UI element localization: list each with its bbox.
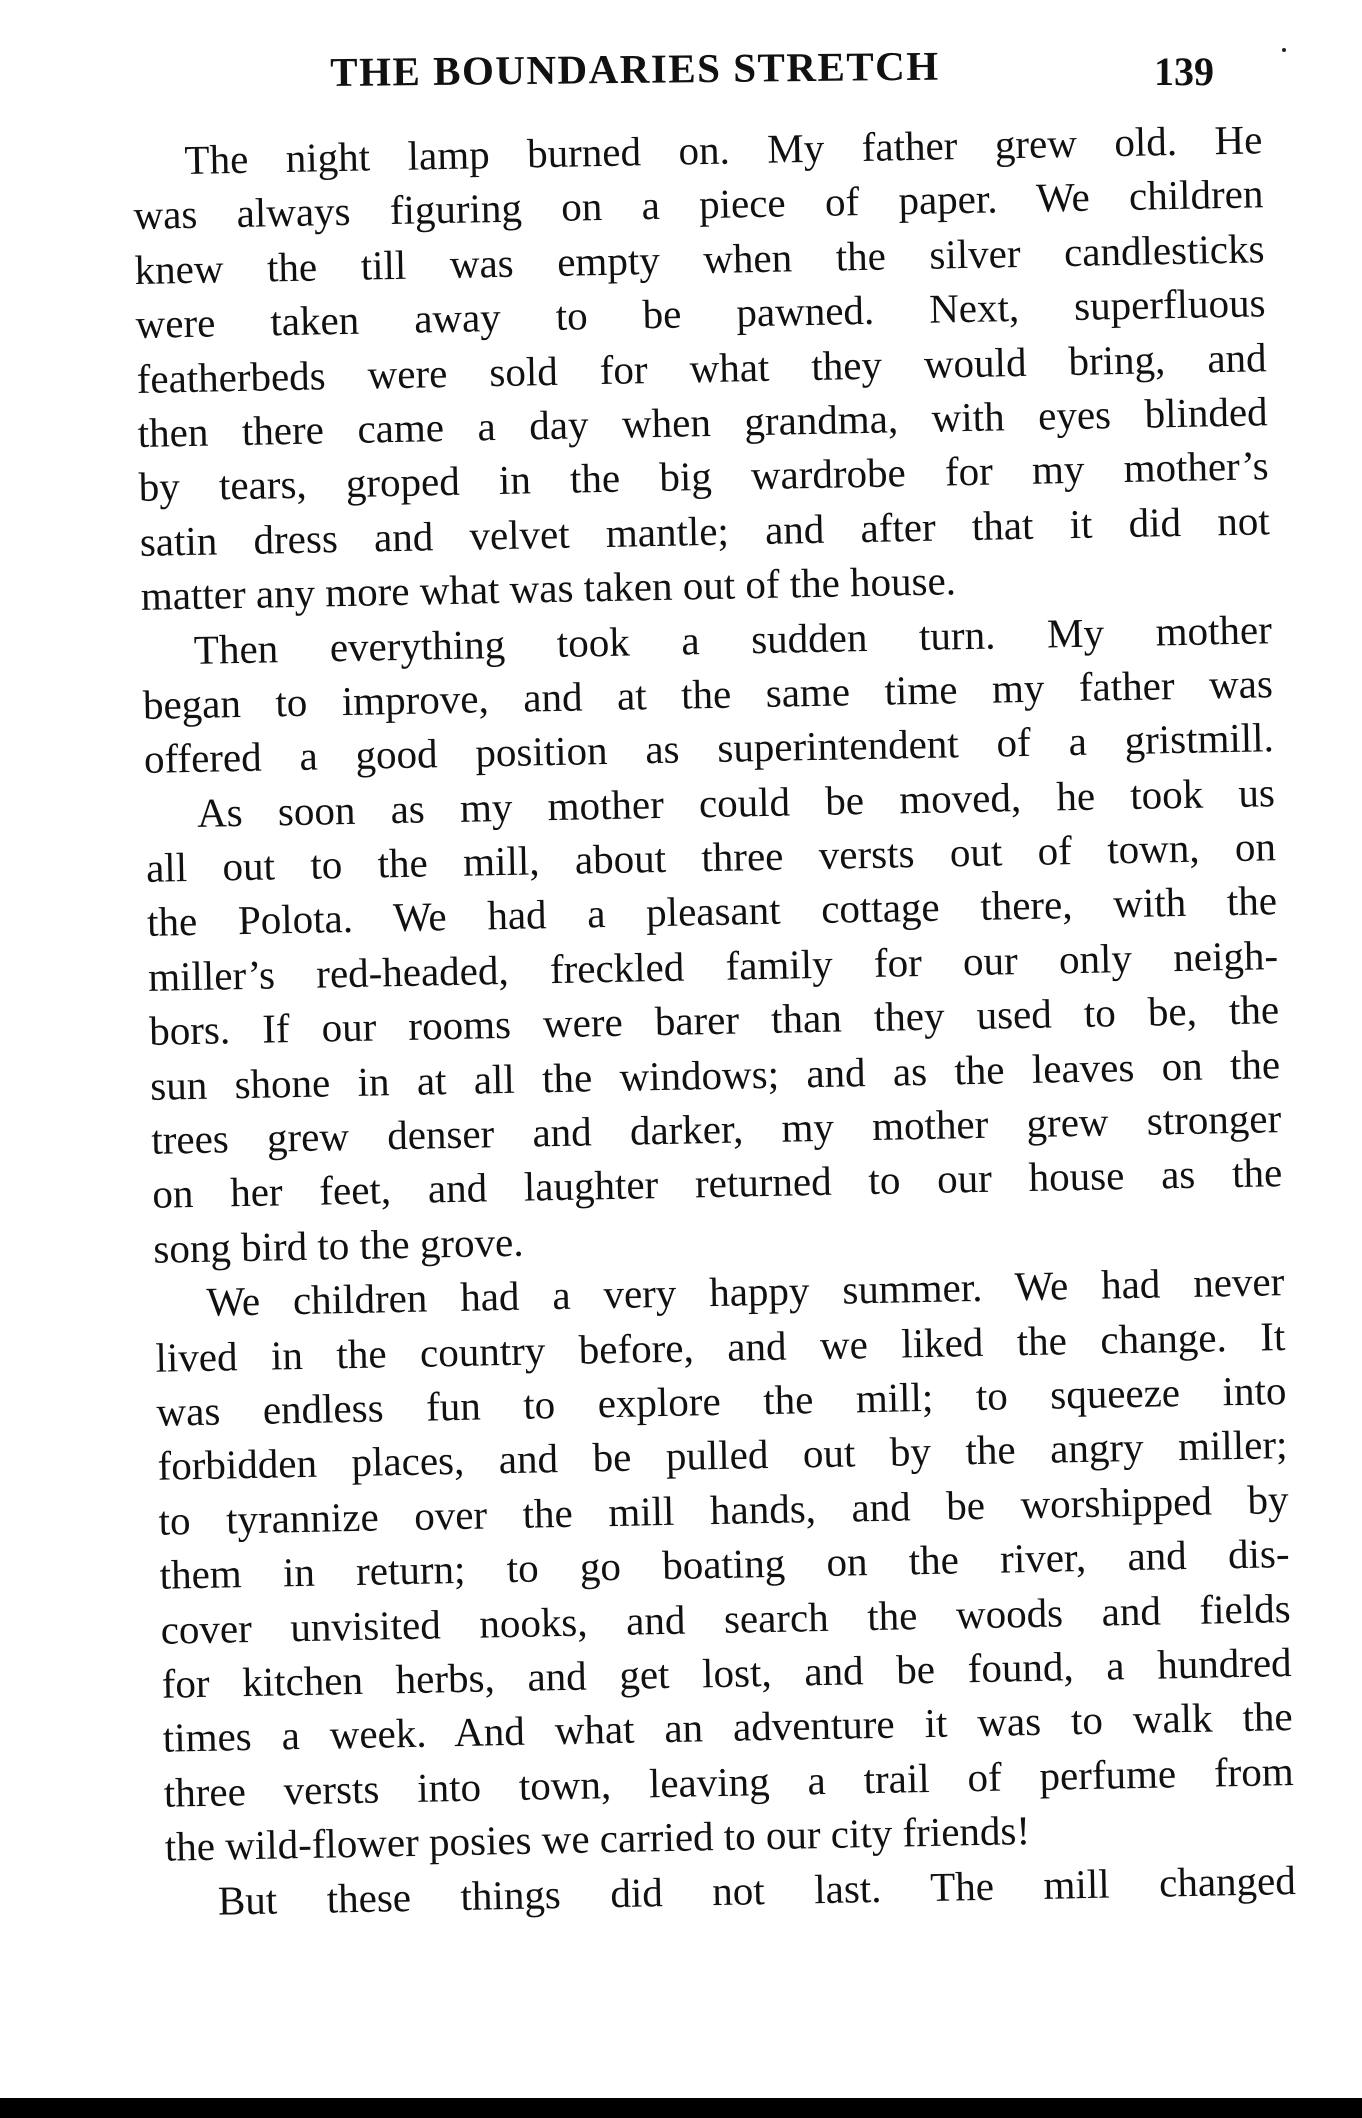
body-text [132,112,1296,1928]
print-speck [1282,48,1286,52]
text-line: But these things did not last. The mill changed [217,1856,1297,1924]
text-line: knew the till was empty when the silver candlesticks [134,225,1265,293]
text-line: matter any more what was taken out of the house. [140,557,957,620]
text-line: Then everything took a sudden turn. My mother [193,605,1273,673]
text-line: cover unvisited nooks, and search the woods and fields [160,1584,1291,1653]
text-line: all out to the mill, about three versts out of town, on [145,823,1277,891]
page-header [330,42,1230,108]
paragraph [154,1254,1295,1874]
text-line: them in return; to go boating on the river, and dis- [159,1530,1290,1598]
text-line: then there came a day when grandma, with eyes blinded [137,388,1268,456]
text-line: to tyrannize over the mill hands, and be worshipped by [158,1475,1289,1544]
text-line: by tears, groped in the big wardrobe for my mother’s [138,442,1270,511]
text-line: three versts into town, leaving a trail of perfume from [163,1747,1295,1816]
text-line: offered a good position as superintendent of a gristmill. [143,714,1275,783]
text-line: forbidden places, and be pulled out by the angry miller; [157,1421,1288,1490]
text-line: lived in the country before, and we liked the change. It [155,1312,1286,1381]
text-line: miller’s red-headed, freckled family for our only neigh- [147,932,1279,1000]
text-line: sun shone in at all the windows; and as the leaves on the [149,1040,1281,1109]
text-line: trees grew denser and darker, my mother grew stronger [150,1095,1282,1163]
paragraph [145,765,1284,1276]
page-number: 139 [1154,49,1214,94]
text-line: satin dress and velvet mantle; and after that it did not [139,496,1271,565]
text-line: the Polota. We had a pleasant cottage there, with the [146,877,1278,946]
text-line: were taken away to be pawned. Next, superfluous [135,279,1266,348]
text-line: song bird to the grove. [152,1218,524,1272]
text-line: times a week. And what an adventure it was to walk the [162,1693,1294,1762]
running-title: THE BOUNDARIES STRETCH [330,42,940,95]
paragraph [132,112,1271,623]
text-line: was endless fun to explore the mill; to squeeze into [156,1367,1287,1435]
text-line: began to improve, and at the same time my father was [142,660,1274,728]
text-line: was always figuring on a piece of paper. We children [133,170,1264,239]
text-line: featherbeds were sold for what they would bring, and [136,333,1267,402]
text-line: As soon as my mother could be moved, he took us [196,768,1276,836]
text-line: on her feet, and laughter returned to our house as the [151,1149,1283,1218]
text-line: bors. If our rooms were barer than they used to be, the [148,986,1280,1055]
text-line: the wild-flower posies we carried to our city friends! [164,1807,1031,1870]
text-line: We children had a very happy summer. We had never [205,1258,1285,1325]
text-line: for kitchen herbs, and get lost, and be found, a hundred [161,1638,1292,1707]
text-line: The night lamp burned on. My father grew old. He [184,116,1263,183]
paragraph [141,602,1274,787]
scan-edge-bar [0,2098,1362,2118]
